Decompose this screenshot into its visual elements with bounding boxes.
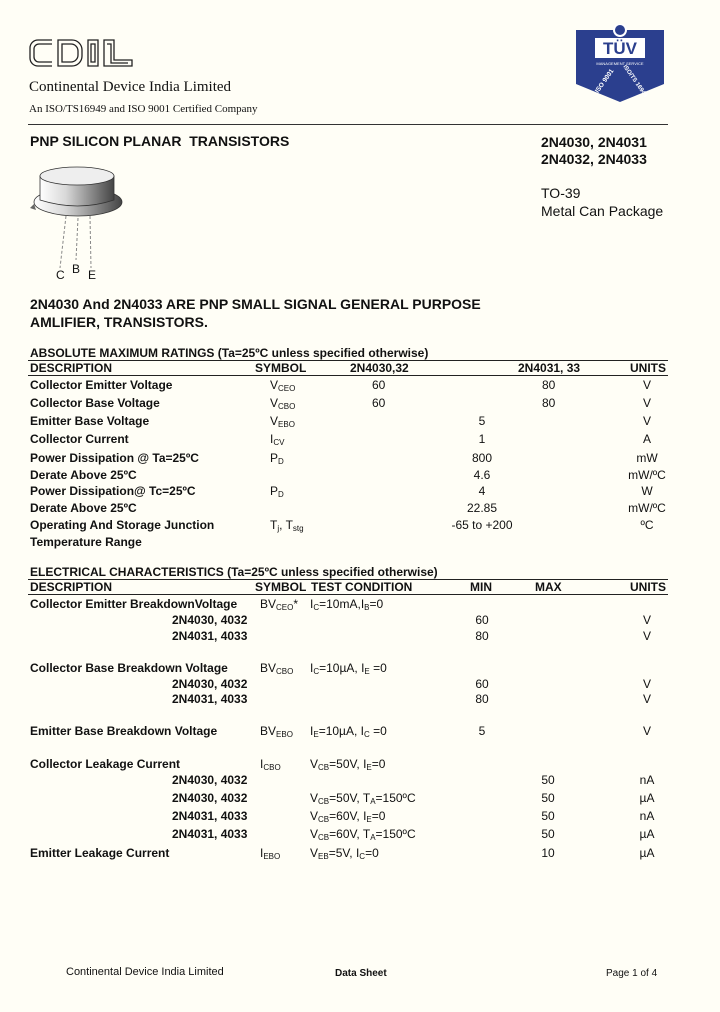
- param-symbol: $BV_{EBO}$: [260, 724, 293, 739]
- elec-rule-bottom: [28, 594, 668, 595]
- value-2n4030-32: 60: [372, 396, 386, 410]
- elec-row: 2N4031, 4033 80 V: [172, 692, 652, 706]
- part-number: 2N4030, 4032: [172, 677, 248, 691]
- part-number: 2N4031, 4033: [172, 809, 248, 823]
- part-number: 2N4030, 4032: [172, 613, 248, 627]
- elec-row: 2N4030, 4032 60 V: [172, 613, 652, 627]
- elec-row: [30, 597, 680, 614]
- abs-max-row: Collector Emitter Voltage $V_{CEO}$ 60 80 V: [30, 378, 652, 393]
- param-symbol: $BV_{CEO}*$: [260, 597, 299, 612]
- col-min: MIN: [470, 580, 492, 594]
- elec-heading: ELECTRICAL CHARACTERISTICS (Ta=25ºC unless specified otherwise): [30, 565, 438, 579]
- badge-brand: TÜV: [603, 39, 637, 58]
- abs-max-row: Emitter Base Voltage $V_{EBO}$ 5 V: [30, 414, 652, 429]
- elec-row: 2N4031, 4033 80 V: [172, 629, 652, 643]
- elec-row: Emitter Leakage Current $I_{EBO}$ $V_{EB}=5V$, $I_C=0$ 10 µA: [30, 846, 655, 861]
- param-description: Collector Base Voltage: [30, 396, 160, 410]
- part-number-line-2: 2N4032, 2N4033: [541, 151, 647, 167]
- company-name: Continental Device India Limited: [29, 79, 232, 95]
- param-symbol: $V_{CEO}$: [270, 378, 296, 393]
- abs-max-row: Collector Base Voltage $V_{CBO}$ 60 80 V: [30, 396, 652, 411]
- test-condition: $V_{CB}=60V$, $T_A=150ºC$: [310, 827, 416, 842]
- abs-max-row: Operating And Storage Junction Temperature Range $T_j$, $T_{stg}$ -65 to +200 ºC: [30, 518, 654, 549]
- col-units: UNITS: [630, 580, 666, 594]
- footer-company: Continental Device India Limited: [66, 966, 224, 978]
- logo-text: CDIL: [28, 34, 31, 35]
- param-description: Derate Above 25ºC: [30, 468, 137, 482]
- value-2n4030-32: 60: [372, 378, 386, 392]
- abs-max-heading: ABSOLUTE MAXIMUM RATINGS (Ta=25ºC unless specified otherwise): [30, 346, 429, 360]
- col-units: UNITS: [630, 361, 666, 375]
- param-symbol: $P_D$: [270, 484, 284, 499]
- col-2n4031-33: 2N4031, 33: [518, 361, 581, 375]
- abs-max-row: Derate Above 25ºC 22.85 mW/ºC: [30, 501, 666, 515]
- col-symbol: SYMBOL: [255, 580, 307, 594]
- param-symbol: $T_j$, $T_{stg}$: [270, 518, 304, 533]
- test-condition: $V_{EB}=5V$, $I_C=0$: [310, 846, 379, 861]
- test-condition: $I_E=10\mu A$, $I_C =0$: [310, 724, 387, 739]
- col-description: DESCRIPTION: [30, 580, 113, 594]
- param-description-cont: Temperature Range: [30, 535, 142, 549]
- test-condition: $V_{CB}=60V$, $I_E=0$: [310, 809, 386, 824]
- elec-row: [30, 661, 680, 678]
- summary-line-2: AMLIFIER, TRANSISTORS.: [30, 314, 208, 330]
- param-symbol: $V_{CBO}$: [270, 396, 296, 411]
- part-number: 2N4031, 4033: [172, 629, 248, 643]
- param-description: Derate Above 25ºC: [30, 501, 137, 515]
- tuv-certification-badge: [572, 24, 668, 104]
- elec-row: 2N4030, 4032 60 V: [172, 677, 652, 691]
- param-description: Power Dissipation @ Ta=25ºC: [30, 451, 199, 465]
- param-description: Power Dissipation@ Tc=25ºC: [30, 484, 196, 498]
- test-condition: $I_C=10\mu A$, $I_E =0$: [310, 661, 387, 676]
- part-number: 2N4031, 4033: [172, 827, 248, 841]
- param-description: Emitter Base Breakdown Voltage: [30, 724, 218, 738]
- elec-row: [30, 757, 680, 774]
- param-description: Collector Leakage Current: [30, 757, 181, 771]
- elec-row: 2N4031, 4033 $V_{CB}=60V$, $T_A=150ºC$ 50 µA: [172, 827, 655, 842]
- badge-iso16949: ISO/TS 16949: [621, 64, 649, 99]
- abs-max-row: Collector Current $I_{CV}$ 1 A: [30, 432, 652, 447]
- col-symbol: SYMBOL: [255, 361, 307, 375]
- page-title: PNP SILICON PLANAR TRANSISTORS: [30, 133, 290, 149]
- pin-label-base: B: [72, 262, 81, 276]
- value-2n4031-33: 80: [542, 378, 556, 392]
- part-number: 2N4030, 4032: [172, 791, 248, 805]
- col-description: DESCRIPTION: [30, 361, 113, 375]
- transistor-can-icon: [28, 160, 138, 285]
- test-condition: $V_{CB}=50V$, $T_A=150ºC$: [310, 791, 416, 806]
- pin-label-emitter: E: [88, 268, 97, 282]
- pin-label-collector: C: [56, 268, 65, 282]
- param-description: Collector Base Breakdown Voltage: [30, 661, 228, 675]
- param-description: Emitter Base Voltage: [30, 414, 150, 428]
- test-condition: $V_{CB}=50V$, $I_E=0$: [310, 757, 386, 772]
- part-number: 2N4031, 4033: [172, 692, 248, 706]
- elec-row: 2N4030, 4032 $V_{CB}=50V$, $T_A=150ºC$ 50 µA: [172, 791, 655, 806]
- elec-row: 2N4030, 4032 50 nA: [172, 773, 655, 787]
- badge-iso9001: ISO 9001: [594, 67, 616, 95]
- abs-max-row: Power Dissipation@ Tc=25ºC $P_D$ 4 W: [30, 484, 653, 499]
- to39-package-illustration: [28, 160, 138, 290]
- package-description: Metal Can Package: [541, 203, 664, 219]
- param-symbol: $V_{EBO}$: [270, 414, 295, 429]
- col-test-condition: TEST CONDITION: [311, 580, 413, 594]
- param-symbol: $I_{EBO}$: [260, 846, 281, 861]
- elec-row: Emitter Base Breakdown Voltage $BV_{EBO}$ $I_E=10\mu A$, $I_C =0$ 5 V: [30, 724, 652, 739]
- cdil-logo-icon: [28, 34, 140, 74]
- param-description: Collector Emitter Voltage: [30, 378, 173, 392]
- param-symbol: $I_{CV}$: [270, 432, 285, 447]
- package-type: TO-39: [541, 185, 581, 201]
- abs-max-row: Derate Above 25ºC 4.6 mW/ºC: [30, 468, 666, 482]
- certification-line: An ISO/TS16949 and ISO 9001 Certified Company: [29, 103, 258, 115]
- param-description: Collector Emitter BreakdownVoltage: [30, 597, 238, 611]
- badge-service: MANAGEMENT SERVICE: [596, 61, 644, 66]
- param-symbol: $BV_{CBO}$: [260, 661, 294, 676]
- param-description: Operating And Storage Junction: [30, 518, 215, 532]
- company-logo: [28, 34, 140, 79]
- param-description: Emitter Leakage Current: [30, 846, 170, 860]
- elec-row: 2N4031, 4033 $V_{CB}=60V$, $I_E=0$ 50 nA: [172, 809, 655, 824]
- param-description: Collector Current: [30, 432, 129, 446]
- param-symbol: $I_{CBO}$: [260, 757, 281, 772]
- header-rule: [28, 124, 668, 125]
- param-symbol: $P_D$: [270, 451, 284, 466]
- abs-max-rule-bottom: [28, 375, 668, 376]
- part-number: 2N4030, 4032: [172, 773, 248, 787]
- footer-doc-type: Data Sheet: [335, 968, 387, 979]
- value-2n4031-33: 80: [542, 396, 556, 410]
- abs-max-row: Power Dissipation @ Ta=25ºC $P_D$ 800 mW: [30, 451, 658, 466]
- footer-page-number: Page 1 of 4: [606, 968, 658, 979]
- part-number-line-1: 2N4030, 2N4031: [541, 134, 647, 150]
- tuv-badge-icon: [572, 24, 668, 104]
- col-max: MAX: [535, 580, 562, 594]
- test-condition: $I_C=10mA,I_B=0$: [310, 597, 384, 612]
- summary-line-1: 2N4030 And 2N4033 ARE PNP SMALL SIGNAL GENERAL PURPOSE: [30, 296, 481, 312]
- col-2n4030-32: 2N4030,32: [350, 361, 409, 375]
